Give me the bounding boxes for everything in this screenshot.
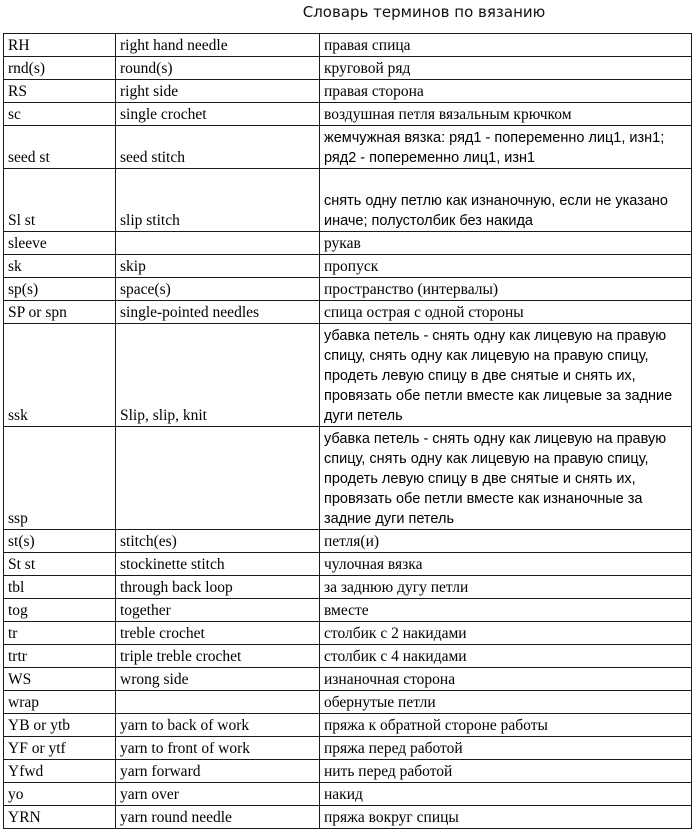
term-abbreviation: tr: [4, 622, 116, 645]
term-abbreviation: Yfwd: [4, 760, 116, 783]
term-english: stockinette stitch: [116, 553, 320, 576]
term-russian: правая сторона: [320, 80, 692, 103]
term-abbreviation: rnd(s): [4, 57, 116, 80]
term-russian: спица острая с одной стороны: [320, 301, 692, 324]
table-row: [4, 576, 692, 599]
term-english: [116, 232, 320, 255]
term-abbreviation: sc: [4, 103, 116, 126]
term-abbreviation: RH: [4, 34, 116, 57]
term-english: triple treble crochet: [116, 645, 320, 668]
term-russian: за заднюю дугу петли: [320, 576, 692, 599]
term-english: [116, 691, 320, 714]
table-row: [4, 103, 692, 126]
term-abbreviation: WS: [4, 668, 116, 691]
term-abbreviation: tog: [4, 599, 116, 622]
term-english: slip stitch: [116, 169, 320, 232]
table-row: [4, 427, 692, 530]
term-russian: столбик с 2 накидами: [320, 622, 692, 645]
page-title: Словарь терминов по вязанию: [302, 3, 546, 21]
term-abbreviation: YB or ytb: [4, 714, 116, 737]
term-russian: пропуск: [320, 255, 692, 278]
table-row: [4, 622, 692, 645]
term-abbreviation: wrap: [4, 691, 116, 714]
table-row: [4, 691, 692, 714]
term-abbreviation: yo: [4, 783, 116, 806]
term-english: together: [116, 599, 320, 622]
term-abbreviation: sk: [4, 255, 116, 278]
term-english: [116, 427, 320, 530]
term-russian: петля(и): [320, 530, 692, 553]
table-row: [4, 530, 692, 553]
term-russian: правая спица: [320, 34, 692, 57]
term-english: treble crochet: [116, 622, 320, 645]
table-row: [4, 806, 692, 829]
term-russian: воздушная петля вязальным крючком: [320, 103, 692, 126]
term-abbreviation: YF or ytf: [4, 737, 116, 760]
term-russian: жемчужная вязка: ряд1 - попеременно лиц1, изн1; ряд2 - попеременно лиц1, изн1: [320, 126, 692, 169]
term-russian: изнаночная сторона: [320, 668, 692, 691]
table-row: [4, 232, 692, 255]
term-abbreviation: YRN: [4, 806, 116, 829]
term-russian: нить перед работой: [320, 760, 692, 783]
table-row: [4, 255, 692, 278]
term-russian: обернутые петли: [320, 691, 692, 714]
term-english: single-pointed needles: [116, 301, 320, 324]
term-english: right side: [116, 80, 320, 103]
term-abbreviation: Sl st: [4, 169, 116, 232]
term-russian: пространство (интервалы): [320, 278, 692, 301]
term-english: skip: [116, 255, 320, 278]
term-english: yarn to back of work: [116, 714, 320, 737]
table-row: [4, 783, 692, 806]
term-english: yarn forward: [116, 760, 320, 783]
term-russian: пряжа к обратной стороне работы: [320, 714, 692, 737]
term-russian: убавка петель - снять одну как лицевую на правую спицу, снять одну как лицевую на правую спицу, продеть левую спицу в две снятые и снять их, провязать обе петли вместе как изнаночные за задние дуги петель: [320, 427, 692, 530]
term-english: space(s): [116, 278, 320, 301]
term-russian: пряжа вокруг спицы: [320, 806, 692, 829]
term-english: Slip, slip, knit: [116, 324, 320, 427]
term-abbreviation: seed st: [4, 126, 116, 169]
table-row: [4, 737, 692, 760]
term-english: yarn over: [116, 783, 320, 806]
term-english: through back loop: [116, 576, 320, 599]
term-russian: круговой ряд: [320, 57, 692, 80]
term-russian: столбик с 4 накидами: [320, 645, 692, 668]
table-row: [4, 645, 692, 668]
term-russian: накид: [320, 783, 692, 806]
term-russian: вместе: [320, 599, 692, 622]
term-abbreviation: trtr: [4, 645, 116, 668]
term-russian: снять одну петлю как изнаночную, если не указано иначе; полустолбик без накида: [320, 169, 692, 232]
term-russian: пряжа перед работой: [320, 737, 692, 760]
table-row: [4, 668, 692, 691]
glossary-body: [4, 34, 692, 829]
table-row: [4, 714, 692, 737]
table-row: [4, 553, 692, 576]
term-english: single crochet: [116, 103, 320, 126]
glossary-table: [3, 33, 692, 829]
table-row: [4, 57, 692, 80]
term-abbreviation: ssp: [4, 427, 116, 530]
table-row: [4, 324, 692, 427]
table-row: [4, 599, 692, 622]
term-russian: рукав: [320, 232, 692, 255]
table-row: [4, 80, 692, 103]
term-abbreviation: sleeve: [4, 232, 116, 255]
term-abbreviation: st(s): [4, 530, 116, 553]
table-row: [4, 760, 692, 783]
term-english: stitch(es): [116, 530, 320, 553]
table-row: [4, 301, 692, 324]
term-english: wrong side: [116, 668, 320, 691]
term-english: round(s): [116, 57, 320, 80]
table-row: [4, 126, 692, 169]
term-abbreviation: SP or spn: [4, 301, 116, 324]
term-abbreviation: tbl: [4, 576, 116, 599]
term-abbreviation: sp(s): [4, 278, 116, 301]
table-row: [4, 169, 692, 232]
table-row: [4, 278, 692, 301]
term-abbreviation: St st: [4, 553, 116, 576]
term-english: right hand needle: [116, 34, 320, 57]
table-row: [4, 34, 692, 57]
term-russian: убавка петель - снять одну как лицевую на правую спицу, снять одну как лицевую на правую спицу, продеть левую спицу в две снятые и снять их, провязать обе петли вместе как лицевые за задние дуги петель: [320, 324, 692, 427]
term-english: yarn to front of work: [116, 737, 320, 760]
term-english: yarn round needle: [116, 806, 320, 829]
term-russian: чулочная вязка: [320, 553, 692, 576]
term-english: seed stitch: [116, 126, 320, 169]
term-abbreviation: ssk: [4, 324, 116, 427]
term-abbreviation: RS: [4, 80, 116, 103]
